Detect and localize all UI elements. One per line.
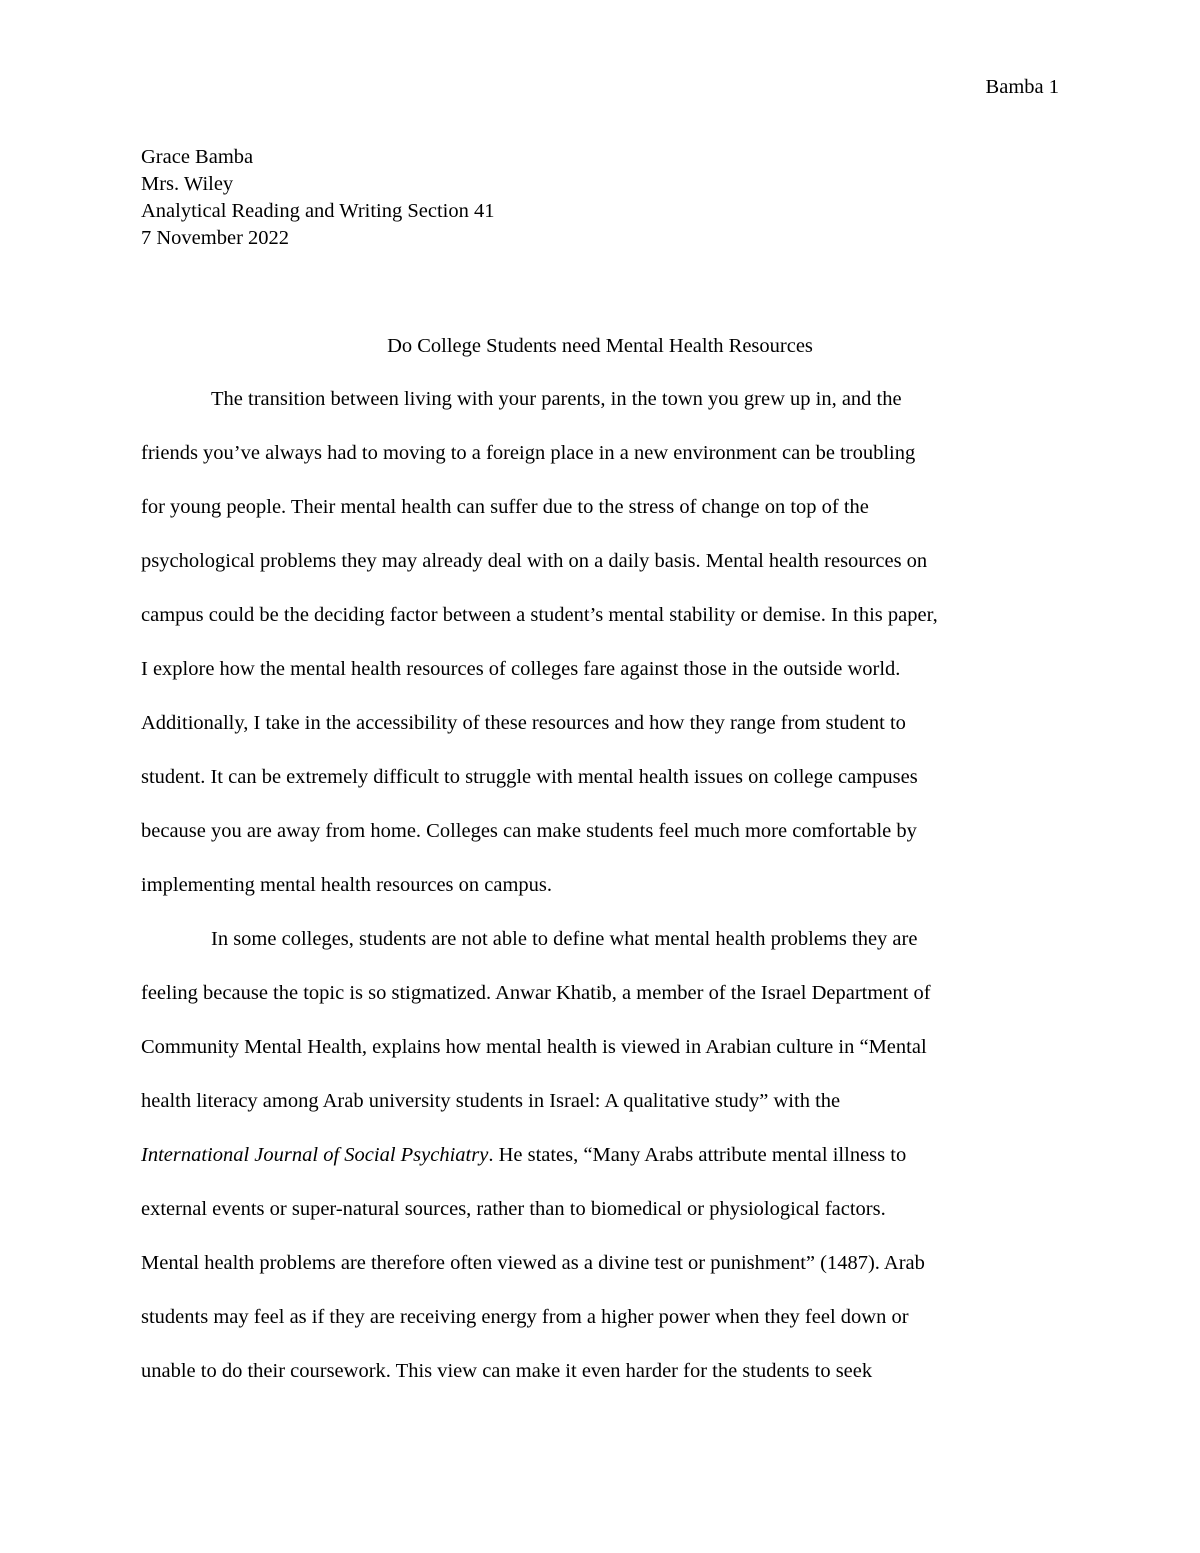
paragraph-line: implementing mental health resources on campus.	[141, 874, 553, 896]
paragraph-line: friends you’ve always had to moving to a foreign place in a new environment can be troubling	[141, 442, 916, 464]
paragraph-line: The transition between living with your parents, in the town you grew up in, and the	[211, 388, 902, 410]
paper-date: 7 November 2022	[141, 227, 290, 249]
paragraph-line: students may feel as if they are receiving energy from a higher power when they feel down or	[141, 1306, 909, 1328]
paragraph-line: unable to do their coursework. This view can make it even harder for the students to seek	[141, 1360, 873, 1382]
paragraph-line: for young people. Their mental health can suffer due to the stress of change on top of the	[141, 496, 869, 518]
journal-title: International Journal of Social Psychiatry	[141, 1144, 489, 1166]
paper-title: Do College Students need Mental Health Resources	[387, 335, 813, 357]
paragraph-line: external events or super-natural sources, rather than to biomedical or physiological factors.	[141, 1198, 886, 1220]
instructor-name: Mrs. Wiley	[141, 173, 234, 195]
paragraph-line: I explore how the mental health resources of colleges fare against those in the outside world.	[141, 658, 901, 680]
student-name: Grace Bamba	[141, 146, 254, 168]
paragraph-line: health literacy among Arab university students in Israel: A qualitative study” with the	[141, 1090, 841, 1112]
journal-line-rest: . He states, “Many Arabs attribute mental illness to	[488, 1144, 907, 1166]
mla-heading	[141, 144, 495, 252]
paragraph-line: campus could be the deciding factor between a student’s mental stability or demise. In this paper,	[141, 604, 938, 626]
paragraph-line: psychological problems they may already deal with on a daily basis. Mental health resources on	[141, 550, 928, 572]
running-head: Bamba 1	[985, 76, 1059, 98]
body-text	[141, 386, 1059, 1412]
paragraph-line: In some colleges, students are not able to define what mental health problems they are	[211, 928, 918, 950]
paragraph-line: feeling because the topic is so stigmatized. Anwar Khatib, a member of the Israel Department of	[141, 982, 931, 1004]
course-name: Analytical Reading and Writing Section 41	[141, 200, 495, 222]
paragraph-line: student. It can be extremely difficult to struggle with mental health issues on college campuses	[141, 766, 918, 788]
paragraph-line: Mental health problems are therefore often viewed as a divine test or punishment” (1487). Arab	[141, 1252, 925, 1274]
paragraph-line: Additionally, I take in the accessibility of these resources and how they range from student to	[141, 712, 906, 734]
paragraph-line: because you are away from home. Colleges can make students feel much more comfortable by	[141, 820, 917, 842]
paragraph-line: Community Mental Health, explains how mental health is viewed in Arabian culture in “Mental	[141, 1036, 927, 1058]
paragraph-line-journal	[141, 1142, 1059, 1196]
